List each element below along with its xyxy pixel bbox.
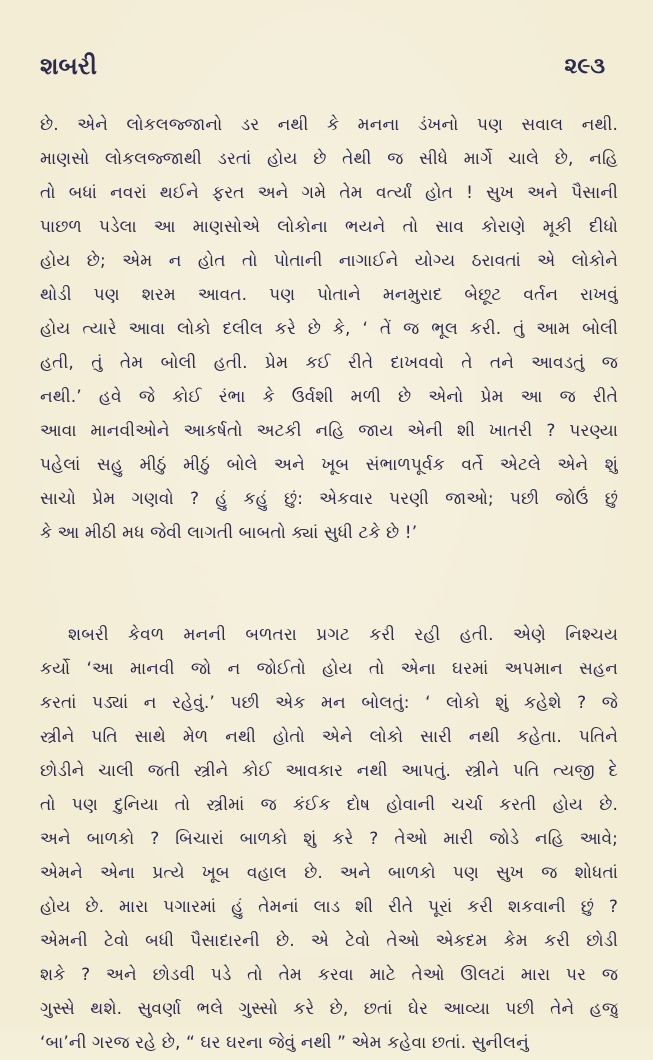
page-number: ૨૯૩ (564, 54, 605, 79)
text-line: કર્યો ‘આ માનવી જો ન જોઈતો હોય તો એના ઘરમાં અપમાન સહન (40, 659, 618, 679)
text-line: ‘બા’ની ગરજ રહે છે, “ ઘર ઘરના જેવું નથી ” એમ કહેવા છતાં. સુનીલનું (40, 1033, 529, 1053)
text-line: સ્ત્રીને પતિ સાથે મેળ નથી હોતો એને લોકો સારી નથી કહેતા. પતિને (40, 727, 618, 747)
text-line: હોય છે. મારા પગારમાં હું તેમનાં લાડ શી રીતે પૂરાં કરી શકવાની છું ? (40, 897, 618, 917)
text-line: છે. એને લોકલજ્જાનો ડર નથી કે મનના ડંખનો પણ સવાલ નથી. (40, 115, 618, 135)
text-line: પાછળ પડેલા આ માણસોએ લોકોના ભયને તો સાવ કોરાણે મૂકી દીધો (40, 217, 618, 237)
text-line: આવા માનવીઓને આકર્ષતો અટકી નહિ જાય એની શી ખાતરી ? પરણ્યા (40, 421, 618, 441)
text-line: કે આ મીઠી મધ જેવી લાગતી બાબતો ક્યાં સુધી ટકે છે !’ (40, 523, 418, 543)
text-line: એમની ટેવો બધી પૈસાદારની છે. એ ટેવો તેઓ એકદમ કેમ કરી છોડી (40, 931, 618, 951)
paragraph-2 (40, 618, 618, 1060)
text-line: હોય ત્યારે આવા લોકો દલીલ કરે છે કે, ‘ તેં જ ભૂલ કરી. તું આમ બોલી (40, 319, 618, 339)
text-line: નથી.’ હવે જે કોઈ રંભા કે ઉર્વશી મળી છે એનો પ્રેમ આ જ રીતે (40, 387, 618, 407)
paragraph-1 (40, 108, 618, 550)
text-line: એમને એના પ્રત્યે ખૂબ વહાલ છે. અને બાળકો પણ સુખ જ શોધતાં (40, 863, 618, 883)
running-title: શબરી (40, 52, 98, 80)
text-line: અને બાળકો ? બિચારાં બાળકો શું કરે ? તેઓ મારી જોડે નહિ આવે; (40, 829, 618, 849)
text-line: માણસો લોકલજ્જાથી ડરતાં હોય છે તેથી જ સીધે માર્ગે ચાલે છે, નહિ (40, 149, 618, 169)
text-line: શબરી કેવળ મનની બળતરા પ્રગટ કરી રહી હતી. એણે નિશ્ચય (68, 625, 618, 645)
text-line: હોય છે; એમ ન હોત તો પોતાની નાગાઈને યોગ્ય ઠરાવતાં એ લોકોને (40, 251, 618, 271)
text-line: કરતાં પડ્યાં ન રહેવું.’ પછી એક મન બોલતું: ‘ લોકો શું કહેશે ? જે (40, 693, 618, 713)
text-line: હતી, તું તેમ બોલી હતી. પ્રેમ કઈ રીતે દાખવવો તે તને આવડતું જ (40, 353, 618, 373)
text-line: થોડી પણ શરમ આવત. પણ પોતાને મનમુરાદ બેછૂટ વર્તન રાખવું (40, 285, 618, 305)
text-line: છોડીને ચાલી જતી સ્ત્રીને કોઈ આવકાર નથી આપતું. સ્ત્રીને પતિ ત્યજી દે (40, 761, 618, 781)
text-line: ગુસ્સે થશે. સુવર્ણા ભલે ગુસ્સો કરે છે, છતાં ઘેર આવ્યા પછી તેને હજુ (40, 999, 618, 1019)
text-line: તો બધાં નવરાં થઈને ફરત અને ગમે તેમ વર્ત્યાં હોત ! સુખ અને પૈસાની (40, 183, 618, 203)
text-line: પહેલાં સહુ મીઠું મીઠું બોલે અને ખૂબ સંભાળપૂર્વક વર્તે એટલે એને શું (40, 455, 618, 475)
text-line: સાચો પ્રેમ ગણવો ? હું કહું છું: એકવાર પરણી જાઓ; પછી જોઉં છું (40, 489, 618, 509)
text-line: શકે ? અને છોડવી પડે તો તેમ કરવા માટે તેઓ ઊલટાં મારા પર જ (40, 965, 618, 985)
text-line: તો પણ દુનિયા તો સ્ત્રીમાં જ કંઈક દોષ હોવાની ચર્ચા કરતી હોય છે. (40, 795, 618, 815)
